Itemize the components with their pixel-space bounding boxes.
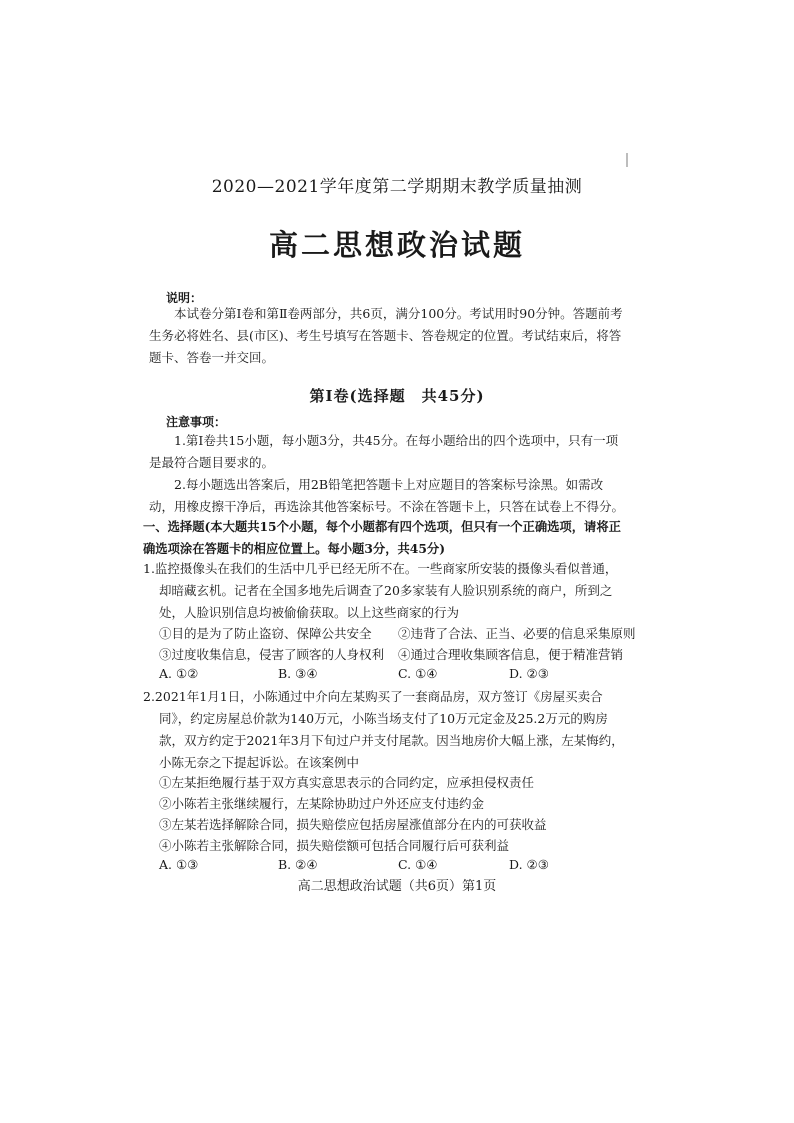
part-heading: 一、选择题(本大题共15个小题，每个小题都有四个选项，但只有一个正确选项，请将正确选项涂在答题卡的相应位置上。每小题3分，共45分) bbox=[143, 519, 621, 556]
question-1-statement-3: ③过度收集信息，侵害了顾客的人身权利 bbox=[159, 647, 385, 662]
question-2-statement-3: ③左某若选择解除合同，损失赔偿应包括房屋涨值部分在内的可获收益 bbox=[159, 817, 547, 832]
question-2-option-c: C. ①④ bbox=[398, 857, 438, 872]
exam-title: 高二思想政治试题 bbox=[268, 228, 525, 262]
scan-mark bbox=[626, 153, 628, 167]
question-2-option-d: D. ②③ bbox=[509, 857, 549, 872]
notes-label: 注意事项： bbox=[166, 415, 227, 429]
note-2: 2.每小题选出答案后，用2B铅笔把答题卡上对应题目的答案标号涂黑。如需改动，用橡皮擦干净后，再选涂其他答案标号。不涂在答题卡上，只答在试卷上不得分。 bbox=[149, 477, 625, 514]
question-2-option-b: B. ②④ bbox=[278, 857, 318, 872]
question-2-statement-1: ①左某拒绝履行基于双方真实意思表示的合同约定，应承担侵权责任 bbox=[159, 775, 535, 790]
exam-subtitle: 2020—2021学年度第二学期期末教学质量抽测 bbox=[211, 177, 583, 197]
question-1-option-c: C. ①④ bbox=[398, 666, 438, 681]
question-1-statement-1: ①目的是为了防止盗窃、保障公共安全 bbox=[159, 626, 372, 641]
instructions-text: 本试卷分第Ⅰ卷和第Ⅱ卷两部分，共6页，满分100分。考试用时90分钟。答题前考生务必将姓名、县(市区)、考生号填写在答题卡、答卷规定的位置。考试结束后，将答题卡、答卷一并交回。 bbox=[149, 306, 623, 365]
question-2-option-a: A. ①③ bbox=[159, 857, 199, 872]
question-2-stem: 2.2021年1月1日，小陈通过中介向左某购买了一套商品房，双方签订《房屋买卖合同》，约定房屋总价款为140万元，小陈当场支付了10万元定金及25.2万元的购房款，双方约定于2021年3月下旬过户并支付尾款。因当地房价大幅上涨，左某悔约，小陈无奈之下提起诉讼。在该案例中 bbox=[143, 689, 624, 770]
question-2-statement-2: ②小陈若主张继续履行，左某除协助过户外还应支付违约金 bbox=[159, 796, 485, 811]
question-1-option-d: D. ②③ bbox=[509, 666, 549, 681]
question-1-stem: 1.监控摄像头在我们的生活中几乎已经无所不在。一些商家所安装的摄像头看似普通，却暗藏玄机。记者在全国多地先后调查了20多家装有人脸识别系统的商户，所到之处，人脸识别信息均被偷偷获取。以上这些商家的行为 bbox=[143, 561, 618, 620]
page-footer: 高二思想政治试题（共6页）第1页 bbox=[297, 879, 497, 894]
question-2-statement-4: ④小陈若主张解除合同，损失赔偿额可包括合同履行后可获利益 bbox=[159, 838, 510, 853]
section-title: 第Ⅰ卷(选择题 共45分) bbox=[309, 387, 485, 405]
question-1-statement-4: ④通过合理收集顾客信息，便于精准营销 bbox=[398, 647, 624, 662]
question-1-option-b: B. ③④ bbox=[278, 666, 318, 681]
instructions-label: 说明： bbox=[166, 291, 203, 305]
note-1: 1.第Ⅰ卷共15小题，每小题3分，共45分。在每小题给出的四个选项中，只有一项是最符合题目要求的。 bbox=[149, 433, 619, 470]
question-1-statement-2: ②违背了合法、正当、必要的信息采集原则 bbox=[398, 626, 636, 641]
question-1-option-a: A. ①② bbox=[159, 666, 199, 681]
